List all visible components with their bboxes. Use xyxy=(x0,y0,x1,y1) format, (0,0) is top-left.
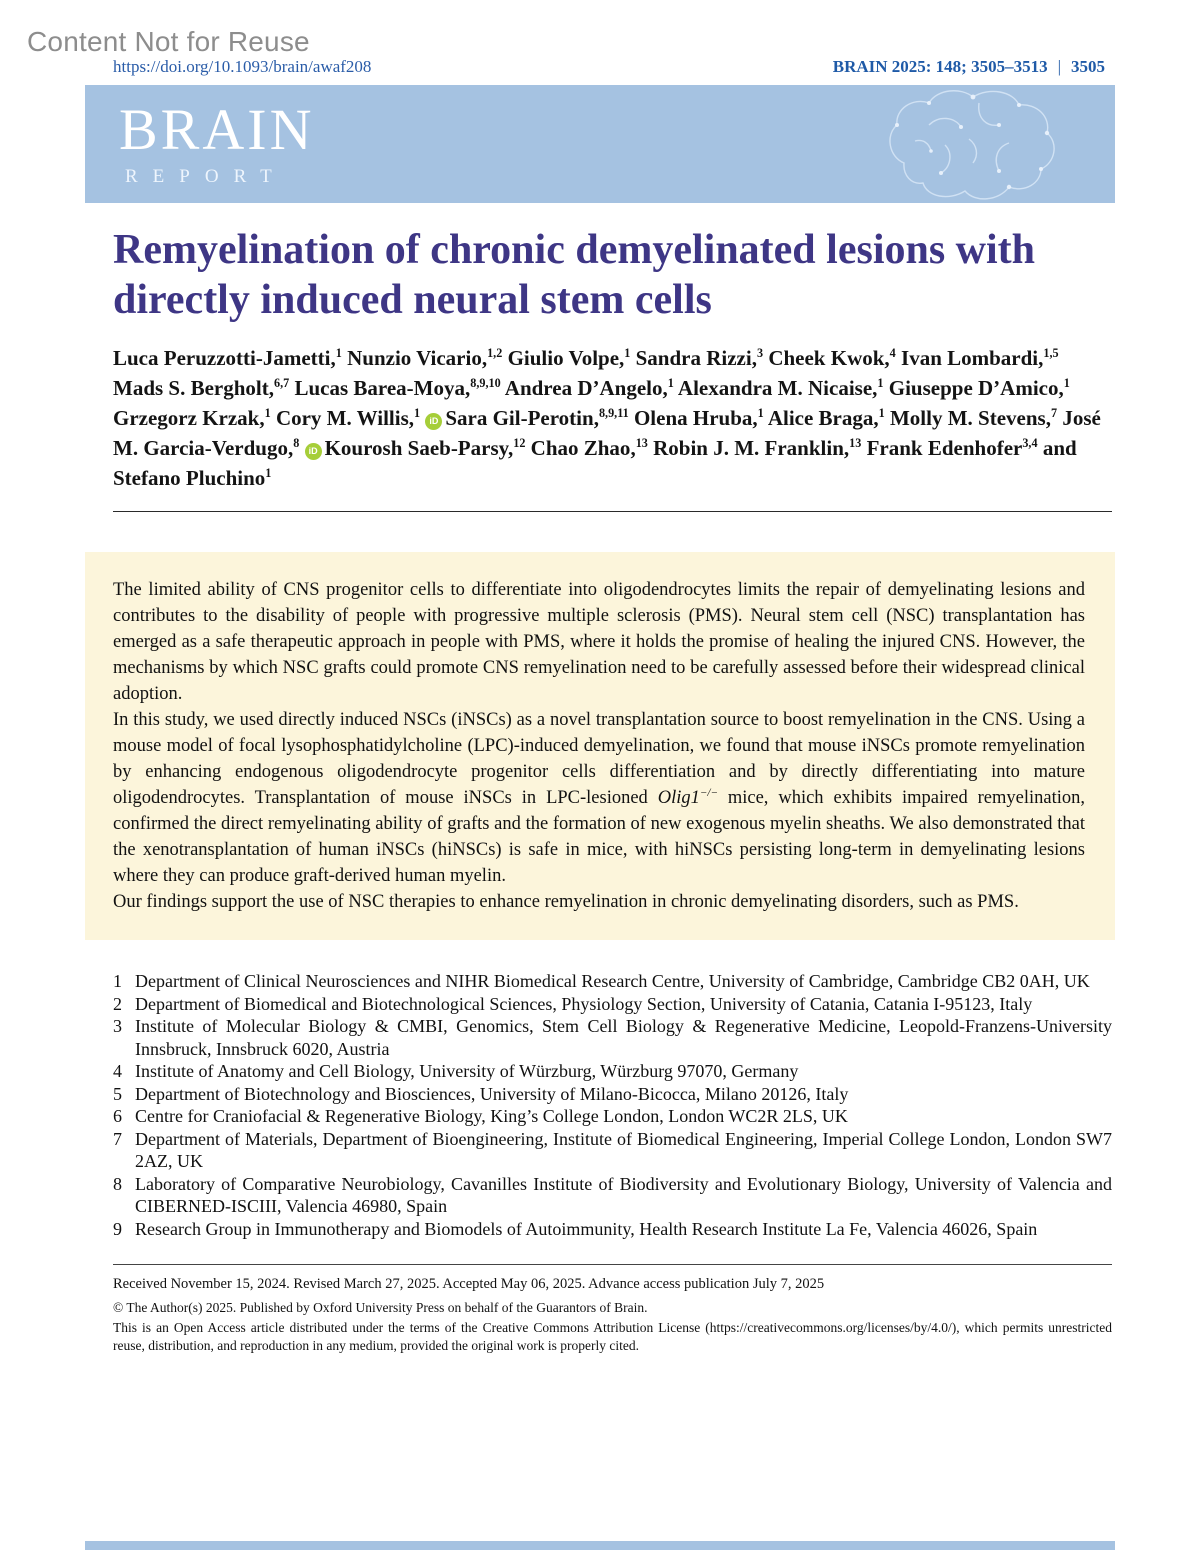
author-name: Robin J. M. Franklin xyxy=(653,436,844,460)
author-delimiter: , xyxy=(751,346,757,370)
author-affiliation-sup: 1 xyxy=(877,376,884,390)
orcid-icon[interactable]: iD xyxy=(425,413,442,430)
affiliation-item xyxy=(113,970,1112,993)
author-affiliation-sup: 1 xyxy=(414,406,421,420)
journal-reference xyxy=(833,57,1105,77)
author-name: Alexandra M. Nicaise xyxy=(677,376,873,400)
top-bar xyxy=(113,57,1105,77)
author-name: Sara Gil-Perotin xyxy=(445,406,594,430)
affiliation-item xyxy=(113,993,1112,1016)
affiliation-item xyxy=(113,1060,1112,1083)
affiliation-list xyxy=(113,970,1112,1240)
journal-section-label: REPORT xyxy=(125,166,287,187)
article-content xyxy=(113,225,1112,1357)
affiliation-text: Department of Biomedical and Biotechnological Sciences, Physiology Section, University of Catania, Catania I-95123, Italy xyxy=(135,993,1033,1014)
affiliation-text: Department of Materials, Department of Bioengineering, Institute of Biomedical Engineering, Imperial College London, London SW7 2AZ, UK xyxy=(135,1128,1112,1171)
author-name: Frank Edenhofer xyxy=(866,436,1023,460)
author-affiliation-sup: 1,2 xyxy=(487,346,503,360)
author-affiliation-sup: 1 xyxy=(335,346,342,360)
affiliation-text: Laboratory of Comparative Neurobiology, Cavanilles Institute of Biodiversity and Evolutionary Biology, University of Valencia and CIBERNED-ISCIII, Valencia 46980, Spain xyxy=(135,1173,1112,1216)
author-delimiter: , xyxy=(872,376,878,400)
author-delimiter: , xyxy=(843,436,850,460)
author-affiliation-sup: 1 xyxy=(624,346,631,360)
author-affiliation-sup: 1 xyxy=(264,406,271,420)
author xyxy=(276,406,425,430)
author-delimiter: , xyxy=(481,346,488,370)
author xyxy=(768,406,890,430)
author-affiliation-sup: 1 xyxy=(878,406,885,420)
author xyxy=(634,406,768,430)
gene-genotype-sup: −/− xyxy=(699,786,718,799)
journal-ref-text: BRAIN 2025: 148; 3505–3513 xyxy=(832,57,1048,76)
affiliation-text: Department of Clinical Neurosciences and NIHR Biomedical Research Centre, University of Cambridge, Cambridge CB2 0AH, UK xyxy=(135,971,1090,991)
author xyxy=(867,436,1077,460)
affiliation-text: Institute of Anatomy and Cell Biology, University of Würzburg, Würzburg 97070, Germany xyxy=(135,1061,799,1081)
page-number: 3505 xyxy=(1071,57,1105,76)
author-delimiter: , xyxy=(752,406,758,430)
affiliation-text: Centre for Craniofacial & Regenerative Biology, King’s College London, London WC2R 2LS, UK xyxy=(135,1106,848,1126)
affiliation-number: 7 xyxy=(113,1128,122,1149)
author-delimiter: , xyxy=(873,406,879,430)
author xyxy=(508,346,636,370)
author-name: Nunzio Vicario xyxy=(347,346,482,370)
affiliation-text: Institute of Molecular Biology & CMBI, Genomics, Stem Cell Biology & Regenerative Medicine, Leopold-Franzens-University Innsbruck, Innsbruck 6020, Austria xyxy=(135,1016,1112,1059)
author-name: Ivan Lombardi xyxy=(901,346,1039,370)
author-name: Stefano Pluchino xyxy=(113,466,266,490)
dates-line: Received November 15, 2024. Revised March 27, 2025. Accepted May 06, 2025. Advance access publication July 7, 2025 xyxy=(113,1276,825,1292)
author-delimiter: , xyxy=(1038,346,1044,370)
bottom-page-bar xyxy=(85,1541,1115,1550)
author xyxy=(113,466,271,490)
affiliation-number: 6 xyxy=(113,1106,122,1126)
author-delimiter: , xyxy=(259,406,265,430)
author-name: Sandra Rizzi xyxy=(635,346,752,370)
affiliation-number: 5 xyxy=(113,1083,122,1104)
affiliation-item xyxy=(113,1173,1112,1218)
author-affiliation-sup: 1,5 xyxy=(1043,346,1059,360)
author xyxy=(113,346,347,370)
author xyxy=(347,346,507,370)
author-affiliation-sup: 8,9,11 xyxy=(598,406,629,420)
journal-ref-separator: | xyxy=(1057,57,1061,76)
author-name: Chao Zhao xyxy=(530,436,631,460)
affiliation-number: 8 xyxy=(113,1173,122,1194)
author-delimiter: , xyxy=(287,436,294,460)
author-delimiter: , xyxy=(1045,406,1051,430)
author-affiliation-sup: 8 xyxy=(293,436,300,450)
author-affiliation-sup: 1 xyxy=(265,466,272,480)
author-delimiter: , xyxy=(662,376,668,400)
orcid-icon[interactable]: iD xyxy=(305,443,322,460)
author xyxy=(425,406,634,430)
author-name: Lucas Barea-Moya xyxy=(294,376,465,400)
author-name: Giuseppe D’Amico xyxy=(888,376,1059,400)
author xyxy=(113,406,276,430)
license-line: This is an Open Access article distributed under the terms of the Creative Commons Attribution License (https://creativecommons.org/licenses/by/4.0/), which permits unrestricted reuse, distribution, and reproduction in any medium, provided the original work is properly cited. xyxy=(113,1320,1112,1353)
author-delimiter: , xyxy=(1058,376,1064,400)
author-affiliation-sup: 1 xyxy=(757,406,764,420)
abstract-p2-text: In this study, we used directly induced NSCs (iNSCs) as a novel transplantation source to boost remyelination in the CNS. Using a mouse model of focal lysophosphatidylcholine (LPC)-induced demyelination, we found that mouse iNSCs promote remyelination by enhancing endogenous oligodendrocyte progenitor cells differentiation and by directly differentiating into mature oligodendrocytes. Transplantation of mouse iNSCs in LPC-lesioned xyxy=(113,710,1085,808)
affiliation-number: 4 xyxy=(113,1061,122,1081)
author-affiliation-sup: 12 xyxy=(513,436,526,450)
journal-banner xyxy=(85,85,1115,203)
affiliation-number: 3 xyxy=(113,1016,122,1036)
affiliation-item xyxy=(113,1218,1112,1241)
copyright-line: © The Author(s) 2025. Published by Oxford University Press on behalf of the Guarantors of Brain. xyxy=(113,1300,648,1315)
author-name: Cory M. Willis xyxy=(275,406,409,430)
author-name: Alice Braga xyxy=(767,406,874,430)
author-separator: and xyxy=(1037,436,1077,460)
article-footer xyxy=(113,1276,1112,1355)
author xyxy=(653,436,866,460)
author-affiliation-sup: 4 xyxy=(889,346,896,360)
author xyxy=(305,436,531,460)
author-name: Andrea D’Angelo xyxy=(504,376,663,400)
author-name: Cheek Kwok xyxy=(768,346,885,370)
doi-link[interactable]: https://doi.org/10.1093/brain/awaf208 xyxy=(113,57,372,76)
abstract-box xyxy=(85,552,1115,940)
author-name: Giulio Volpe xyxy=(507,346,620,370)
affiliation-item xyxy=(113,1083,1112,1106)
author-list xyxy=(113,343,1112,493)
abstract-paragraph-1: The limited ability of CNS progenitor cells to differentiate into oligodendrocytes limits the repair of demyelinating lesions and contributes to the disability of people with progressive multiple sclerosis (PMS). Neural stem cell (NSC) transplantation has emerged as a safe therapeutic approach in people with PMS, where it holds the promise of healing the injured CNS. However, the mechanisms by which NSC grafts could promote CNS remyelination need to be carefully assessed before their widespread clinical adoption. xyxy=(113,580,1085,704)
journal-name: BRAIN xyxy=(119,97,315,162)
author xyxy=(901,346,1059,370)
affiliation-number: 1 xyxy=(113,971,122,991)
divider-top xyxy=(113,511,1112,512)
author xyxy=(294,376,504,400)
author-delimiter: , xyxy=(593,406,599,430)
article-title: Remyelination of chronic demyelinated lesions with directly induced neural stem cells xyxy=(113,227,1036,323)
author-affiliation-sup: 8,9,10 xyxy=(470,376,501,390)
author-name: Luca Peruzzotti-Jametti xyxy=(113,346,331,370)
abstract-paragraph-3: Our findings support the use of NSC therapies to enhance remyelination in chronic demyelinating disorders, such as PMS. xyxy=(113,892,1019,912)
author-name: Grzegorz Krzak xyxy=(113,406,260,430)
author-name: José M. Garcia-Verdugo xyxy=(113,406,1101,460)
author-name: Molly M. Stevens xyxy=(889,406,1046,430)
affiliation-item xyxy=(113,1105,1112,1128)
author-delimiter: , xyxy=(465,376,471,400)
author xyxy=(890,406,1062,430)
affiliation-text: Research Group in Immunotherapy and Biomodels of Autoimmunity, Health Research Institute La Fe, Valencia 46026, Spain xyxy=(135,1218,1038,1239)
author-affiliation-sup: 13 xyxy=(635,436,648,450)
divider-bottom xyxy=(113,1264,1112,1265)
author xyxy=(505,376,678,400)
author-delimiter: , xyxy=(619,346,625,370)
author-affiliation-sup: 3 xyxy=(756,346,764,360)
gene-name-italic: Olig1 xyxy=(657,788,700,808)
affiliation-item xyxy=(113,1128,1112,1173)
author-name: Olena Hruba xyxy=(633,406,753,430)
affiliation-text: Department of Biotechnology and Biosciences, University of Milano-Bicocca, Milano 20126, Italy xyxy=(135,1083,849,1104)
abstract-paragraph-2 xyxy=(113,707,1085,889)
affiliation-item xyxy=(113,1015,1112,1060)
author xyxy=(768,346,901,370)
author-name: Kourosh Saeb-Parsy xyxy=(324,436,508,460)
author-affiliation-sup: 7 xyxy=(1050,406,1058,420)
author xyxy=(636,346,769,370)
author-affiliation-sup: 1 xyxy=(1063,376,1070,390)
brain-illustration xyxy=(849,83,1089,209)
author-delimiter: , xyxy=(630,436,636,460)
author-delimiter: , xyxy=(507,436,514,460)
author-name: Mads S. Bergholt xyxy=(113,376,269,400)
author-affiliation-sup: 1 xyxy=(667,376,674,390)
author-affiliation-sup: 3,4 xyxy=(1022,436,1038,450)
author xyxy=(531,436,653,460)
abstract-p2-text-after: mice, which exhibits impaired remyelination, confirmed the direct remyelinating ability of grafts and the formation of new exogenous myelin sheaths. We also demonstrated that the xenotransplantation of human iNSCs (hiNSCs) is safe in mice, with hiNSCs persisting long-term in demyelinating lesions where they can produce graft-derived human myelin. xyxy=(113,788,1085,886)
author-delimiter: , xyxy=(330,346,336,370)
author xyxy=(889,376,1070,400)
author xyxy=(678,376,889,400)
affiliation-number: 9 xyxy=(113,1218,122,1239)
affiliation-number: 2 xyxy=(113,993,122,1014)
author-delimiter: , xyxy=(268,376,275,400)
watermark: Content Not for Reuse xyxy=(27,26,310,57)
author-delimiter: , xyxy=(884,346,890,370)
author-delimiter: , xyxy=(408,406,414,430)
author xyxy=(113,376,294,400)
author-affiliation-sup: 6,7 xyxy=(274,376,290,390)
author-affiliation-sup: 13 xyxy=(849,436,862,450)
author-separator xyxy=(299,436,304,460)
